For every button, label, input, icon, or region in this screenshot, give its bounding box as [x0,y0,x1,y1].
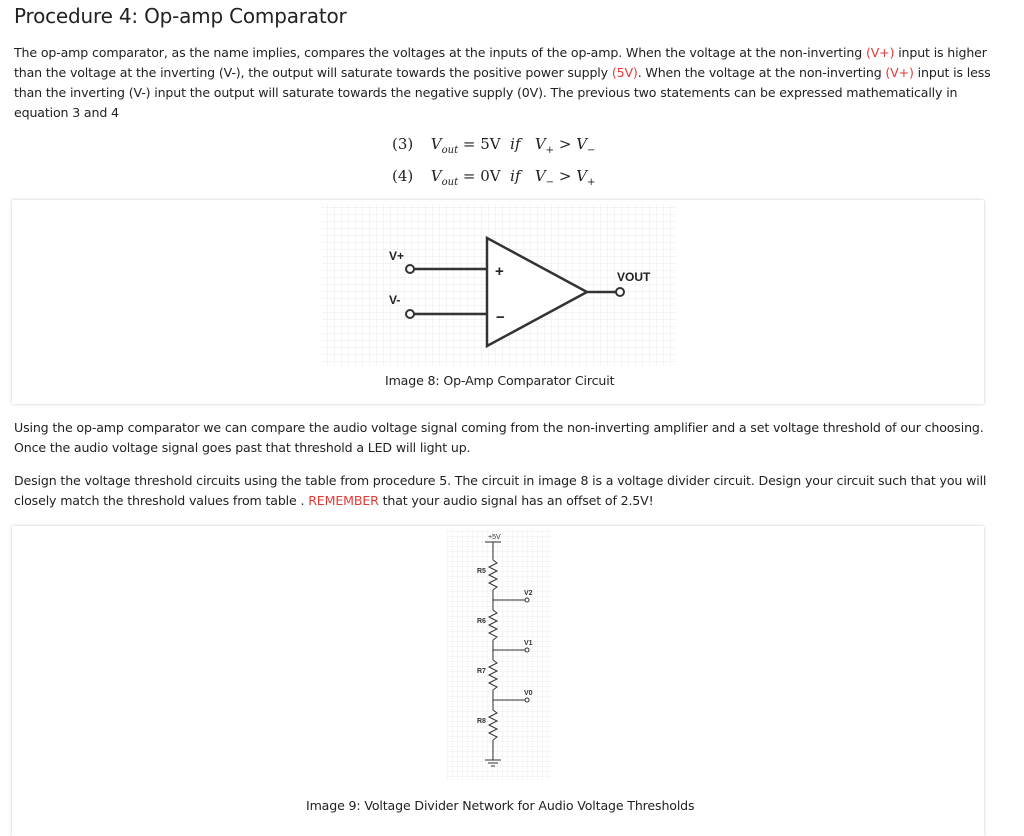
intro-paragraph: The op-amp comparator, as the name implies, compares the voltages at the inputs of the op-amp. When the voltage at the non-inverting (V+) input is higher than the voltage at the inverting (V-), the output will saturate towards the positive power supply (5V). When the voltage at the non-inverting (V+) input is less than the inverting (V-) input the output will saturate towards the negative supply (0V). The previous two statements can be expressed mathematically in equation 3 and 4 [14,45,991,120]
vplus-label: V+ [389,249,405,263]
page-title: Procedure 4: Op-amp Comparator [14,4,347,28]
v1-terminal [525,648,529,652]
vplus-terminal [406,265,414,273]
v1-label: V1 [524,640,533,647]
red-highlight: (V+) [865,45,895,60]
remember-highlight: REMEMBER [308,493,379,508]
red-highlight: (5V) [611,65,638,80]
r5-label: R5 [477,568,486,575]
red-highlight: (V+) [885,65,914,80]
vminus-label: V- [389,293,401,307]
minus-sign: − [496,309,505,326]
figure-8-card [12,200,984,404]
paragraph-2: Using the op-amp comparator we can compare the audio voltage signal coming from the non-inverting amplifier and a set voltage threshold of our choosing. Once the audio voltage signal goes past that threshold a LED will light up. [14,420,984,455]
v0-terminal [525,698,529,702]
figure-9-caption: Image 9: Voltage Divider Network for Audio Voltage Thresholds [306,798,695,813]
r8-label: R8 [477,718,486,725]
vout-label: VOUT [617,270,651,284]
v2-terminal [525,598,529,602]
r7-label: R7 [477,668,486,675]
vout-terminal [616,288,624,296]
grid-background [447,530,551,780]
v2-label: V2 [524,590,533,597]
vminus-terminal [406,310,414,318]
equation-3: (3) $V_{out} = 5V$ if $V_+ > V_-$ [392,135,596,156]
figure-8-caption: Image 8: Op-Amp Comparator Circuit [385,373,615,388]
figure-9-card [12,526,984,836]
v0-label: V0 [524,690,533,697]
paragraph-3: Design the voltage threshold circuits using the table from procedure 5. The circuit in image 8 is a voltage divider circuit. Design your circuit such that you will closely match the threshold values from table . REMEMBER that your audio signal has an offset of 2.5V! [14,473,987,508]
supply-label: +5V [488,534,501,541]
plus-sign: + [495,263,504,280]
voltage-divider-diagram [12,526,984,826]
equation-4: (4) $V_{out} = 0V$ if $V_- > V_+$ [392,167,596,188]
r6-label: R6 [477,618,486,625]
